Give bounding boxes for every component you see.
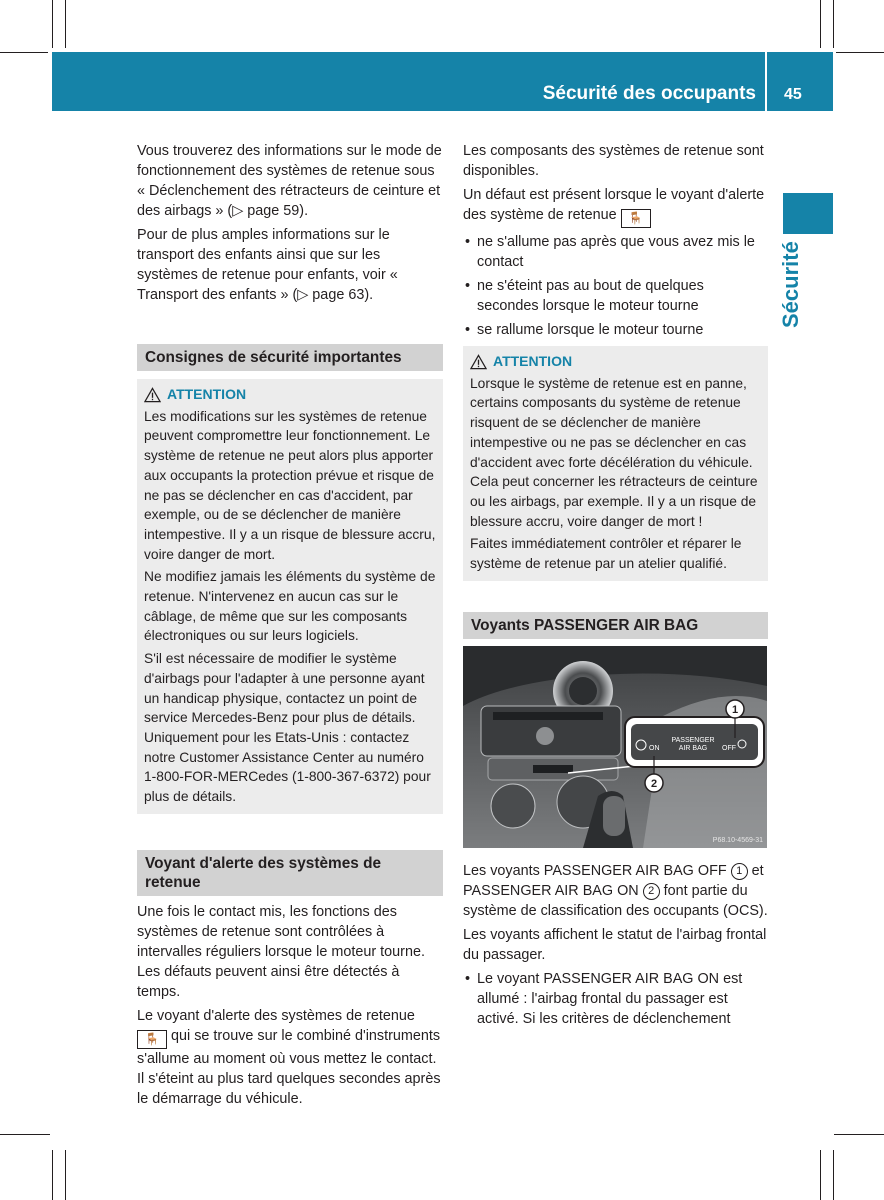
crop-mark xyxy=(65,1150,66,1200)
callout-2: 2 xyxy=(650,778,658,790)
warning-triangle-icon xyxy=(144,387,161,403)
warning-text: Les modifications sur les systèmes de retenue peuvent compromettre leur fonctionnement. Le système de retenue ne peut alors plus apporter aux occupants la protection prévue et risque de ne pas se déclencher en cas d'accident, par exemple, ou de se déclencher de manière intempestive. Il y a un risque de blessure accru, voire danger de mort. xyxy=(144,408,436,562)
chapter-label: Sécurité xyxy=(778,241,803,328)
panel-label-line2: AIR BAG xyxy=(678,745,708,752)
crop-mark xyxy=(820,1150,821,1200)
warning-box xyxy=(463,346,768,581)
list-item: • Le voyant PASSENGER AIR BAG ON est allumé : l'airbag frontal du passager est activé. Si les critères de déclenchement xyxy=(463,969,768,1029)
crop-mark xyxy=(833,0,834,48)
body-paragraph: Les voyants PASSENGER AIR BAG OFF 1 et PASSENGER AIR BAG ON 2 font partie du système de classification des occupants (OCS). xyxy=(463,863,768,919)
callout-1: 1 xyxy=(731,704,739,716)
body-paragraph: Un défaut est présent lorsque le voyant d'alerte des système de retenue 🪑 xyxy=(463,185,768,228)
body-paragraph: Une fois le contact mis, les fonctions des systèmes de retenue sont contrôlées à intervalles réguliers lorsque le moteur tourne. Les défauts peuvent ainsi être détectés à temps. xyxy=(137,903,425,1000)
section-heading: Voyant d'alerte des systèmes de retenue xyxy=(137,850,443,896)
crop-mark xyxy=(52,0,53,48)
defect-list xyxy=(463,232,768,340)
restraint-warning-lamp-icon: 🪑 xyxy=(137,1030,167,1049)
off-label: OFF xyxy=(722,745,736,752)
callout-ref-1: 1 xyxy=(731,863,748,880)
warning-text: Ne modifiez jamais les éléments du système de retenue. N'intervenez en aucun cas sur le câblage, de même que sur les composants électroniques ou sur leurs logiciels. xyxy=(144,569,436,644)
warning-title xyxy=(470,352,761,372)
warning-label: ATTENTION xyxy=(493,353,573,369)
dashboard-illustration xyxy=(463,646,767,848)
crop-mark xyxy=(833,1150,834,1200)
left-column xyxy=(137,141,443,1113)
dashboard-photo xyxy=(463,646,767,848)
right-column xyxy=(463,141,768,581)
crop-mark xyxy=(834,1134,884,1135)
intro-paragraph: Pour de plus amples informations sur le transport des enfants ainsi que sur les systèmes de retenue pour enfants, voir « Transport des enfants » (▷ page 63). xyxy=(137,227,398,303)
chapter-tab xyxy=(783,193,833,234)
list-item: • ne s'éteint pas au bout de quelques secondes lorsque le moteur tourne xyxy=(463,276,768,316)
warning-box xyxy=(137,379,443,814)
right-column-section xyxy=(463,612,768,639)
crop-mark xyxy=(0,52,48,53)
crop-mark xyxy=(65,0,66,48)
header-separator xyxy=(765,52,767,111)
status-list xyxy=(463,969,768,1029)
on-label: ON xyxy=(649,745,660,752)
section-heading: Consignes de sécurité importantes xyxy=(137,344,443,371)
warning-text: Lorsque le système de retenue est en panne, certains composants du système de retenue risquent de se déclencher de manière intempestive ou ne pas se déclencher en cas d'accident avec forte décélération du véhicule. Cela peut concerner les rétracteurs de ceinture ou les airbags, par exemple. Il y a un risque de blessure accru, voire danger de mort ! xyxy=(470,375,758,529)
warning-text: S'il est nécessaire de modifier le système d'airbags pour l'adapter à une personne ayant un handicap physique, contactez un point de service Mercedes-Benz pour plus de détails. Uniquement pour les Etats-Unis : contactez notre Customer Assistance Center au numéro 1-800-FOR-MERCedes (1-800-367-6372) pour plus de détails. xyxy=(144,651,431,805)
crop-mark xyxy=(52,1150,53,1200)
crop-mark xyxy=(836,52,884,53)
page-number: 45 xyxy=(784,86,802,103)
body-paragraph: Le voyant d'alerte des systèmes de retenue 🪑 qui se trouve sur le combiné d'instruments s'allume au moment où vous mettez le contact. Il s'éteint au plus tard quelques secondes après le démarrage du véhicule. xyxy=(137,1007,441,1107)
list-item: • se rallume lorsque le moteur tourne xyxy=(463,320,768,340)
body-paragraph: Les composants des systèmes de retenue sont disponibles. xyxy=(463,143,764,179)
warning-label: ATTENTION xyxy=(167,386,247,402)
crop-mark xyxy=(820,0,821,48)
crop-mark xyxy=(0,1134,50,1135)
right-column-bottom xyxy=(463,861,768,1033)
section-heading: Voyants PASSENGER AIR BAG xyxy=(463,612,768,639)
page-title: Sécurité des occupants xyxy=(542,83,756,104)
callout-ref-2: 2 xyxy=(643,883,660,900)
restraint-warning-lamp-icon: 🪑 xyxy=(621,209,651,228)
intro-paragraph: Vous trouverez des informations sur le mode de fonctionnement des systèmes de retenue sous « Déclenchement des rétracteurs de ceinture et des airbags » (▷ page 59). xyxy=(137,143,442,219)
warning-title xyxy=(144,385,436,405)
figure-code: P68.10-4569-31 xyxy=(712,837,763,844)
warning-text: Faites immédiatement contrôler et réparer le système de retenue par un atelier qualifié. xyxy=(470,536,742,572)
list-item: • ne s'allume pas après que vous avez mis le contact xyxy=(463,232,768,272)
panel-label-line1: PASSENGER xyxy=(671,737,715,744)
warning-triangle-icon xyxy=(470,354,487,370)
body-paragraph: Les voyants affichent le statut de l'airbag frontal du passager. xyxy=(463,927,767,963)
